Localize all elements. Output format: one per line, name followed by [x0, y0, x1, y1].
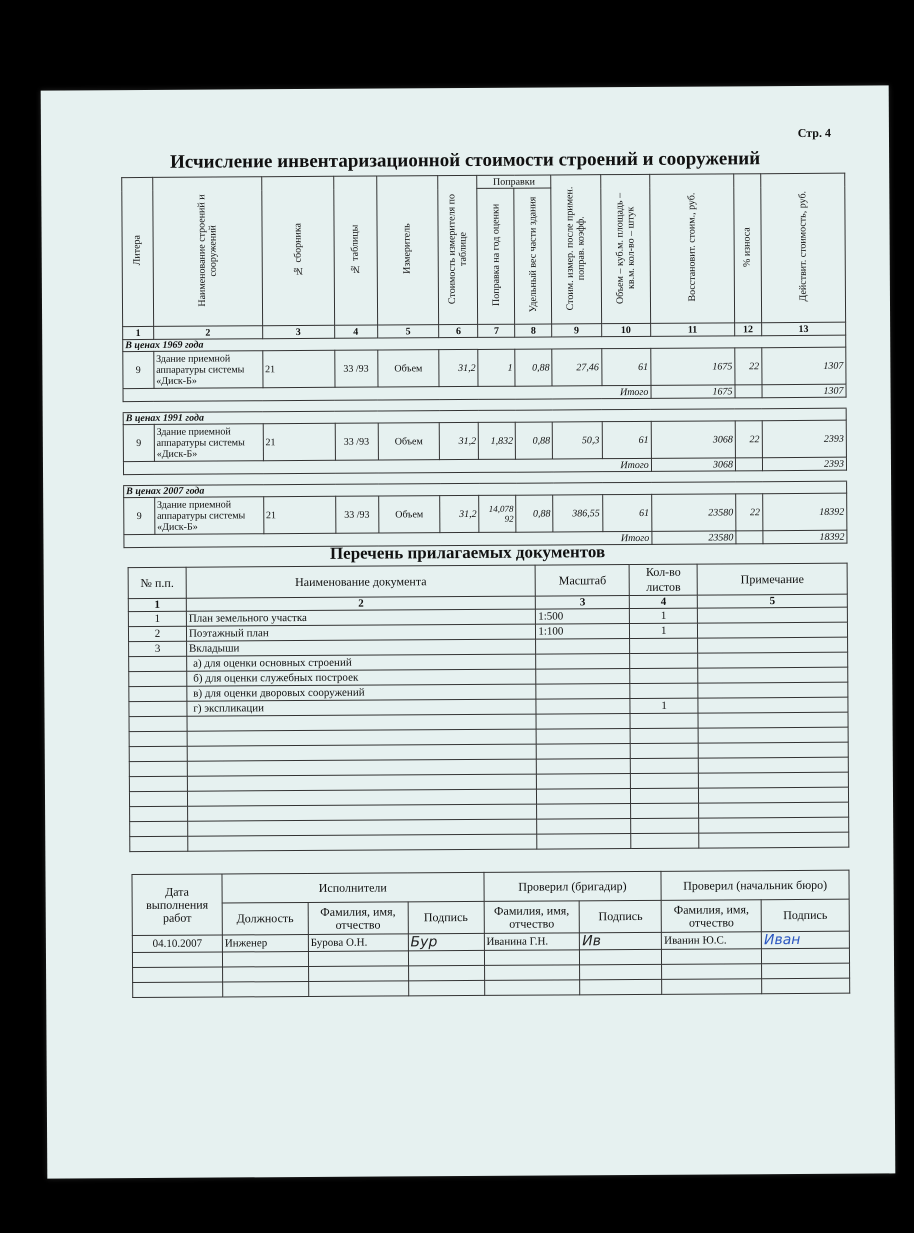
header-stoim-izmer: Стоим. измер. после примен. поправ. коэфф. [551, 175, 601, 324]
header-iznos: % износа [734, 174, 762, 323]
col-num: 3 [262, 325, 334, 338]
total-vosstanov: 3068 [651, 458, 735, 472]
doc-cell-sheets [630, 668, 698, 683]
doc-cell-sheets: 1 [630, 623, 698, 638]
doc-cell-name: б) для оценки служебных построек [187, 669, 536, 686]
doc-cell-scale [536, 684, 630, 700]
doc-cell-note [698, 622, 848, 638]
doc-cell-sheets [631, 773, 699, 788]
section-heading: В ценах 2007 года [124, 481, 847, 497]
brigadier-signature: Ив [580, 932, 662, 949]
header-checked-brigadier: Проверил (бригадир) [484, 871, 662, 901]
doc-cell-name: Вкладыши [186, 639, 535, 656]
cell-tablica: 33 /93 [335, 496, 378, 533]
header-fio: Фамилия, имя, отчество [308, 902, 408, 935]
total-deistvit: 18392 [763, 530, 847, 544]
signatures-table [131, 870, 850, 998]
doc-cell-note [698, 757, 848, 773]
document-page [41, 85, 896, 1178]
doc-cell-scale [536, 669, 630, 685]
header-udelny-ves: Удельный вес части здания [514, 188, 552, 324]
total-vosstanov: 23580 [652, 531, 736, 545]
col-num: 6 [439, 324, 478, 337]
doc-cell-note [698, 697, 848, 713]
cell-izmeritel: Объем [377, 350, 439, 387]
cell-iznos: 22 [735, 421, 762, 458]
doc-cell-scale: 1:100 [536, 624, 630, 640]
header-fio: Фамилия, имя, отчество [661, 900, 761, 933]
doc-cell-num [129, 761, 187, 776]
total-deistvit: 2393 [762, 457, 846, 471]
cell-stoim-izmer: 386,55 [553, 495, 603, 532]
col-num: 2 [186, 596, 535, 611]
header-izmeritel: Измеритель [376, 176, 439, 325]
header-signature: Подпись [761, 899, 849, 932]
header-scale: Масштаб [535, 565, 629, 597]
header-signature: Подпись [580, 900, 662, 932]
cell-tablica: 33 /93 [334, 350, 377, 387]
date-cell: 04.10.2007 [132, 935, 222, 953]
cell-vosstanov: 23580 [651, 494, 735, 532]
doc-cell-scale [537, 834, 631, 850]
cell-obem: 61 [602, 494, 652, 531]
header-sbornik: № сборника [261, 176, 334, 325]
cell-stoimost: 31,2 [439, 422, 478, 459]
col-num: 2 [153, 326, 262, 340]
documents-title: Перечень прилагаемых документов [329, 542, 606, 563]
header-litera: Литера [122, 177, 154, 326]
doc-cell-num [129, 701, 187, 716]
header-date: Дата выполнения работ [132, 874, 222, 936]
doc-cell-scale [536, 699, 630, 715]
inventory-table [121, 173, 847, 548]
cell-name: Здание приемной аппаратуры системы «Диск-Б» [154, 424, 263, 462]
brigadier-fio-cell: Иванина Г.Н. [484, 933, 580, 951]
col-num: 1 [123, 326, 154, 339]
cell-stoimost: 31,2 [440, 495, 479, 532]
doc-cell-num [129, 716, 187, 731]
doc-cell-note [698, 682, 848, 698]
cell-vosstanov: 3068 [651, 421, 735, 459]
cell-deistvit: 1307 [761, 347, 846, 385]
header-obem: Объем – куб.м. площадь – кв.м. кол-во – штук [600, 174, 650, 323]
cell-udelny: 0,88 [515, 422, 552, 459]
executor-signature: Бур [408, 933, 484, 950]
header-position: Должность [222, 902, 308, 935]
doc-cell-num [130, 821, 188, 836]
doc-cell-num [129, 731, 187, 746]
doc-cell-note [699, 772, 849, 788]
doc-cell-scale [536, 639, 630, 655]
header-signature: Подпись [408, 901, 484, 933]
header-num: № п.п. [128, 567, 186, 598]
doc-cell-note [698, 727, 848, 743]
doc-cell-num [129, 791, 187, 806]
doc-cell-scale [537, 759, 631, 775]
header-popravki: Поправки [477, 175, 551, 188]
doc-cell-scale [536, 729, 630, 745]
doc-cell-name: а) для оценки основных строений [187, 654, 536, 671]
doc-cell-sheets [631, 788, 699, 803]
doc-cell-sheets [630, 653, 698, 668]
doc-cell-sheets [631, 818, 699, 833]
doc-cell-scale [536, 654, 630, 670]
doc-cell-name: г) экспликации [187, 699, 536, 716]
position-cell: Инженер [222, 934, 308, 952]
header-popravka-god: Поправка на год оценки [477, 188, 515, 324]
header-sheets: Кол-во листов [629, 564, 697, 595]
cell-litera: 9 [124, 497, 155, 534]
doc-cell-note [699, 787, 849, 803]
cell-stoim-izmer: 50,3 [552, 422, 602, 459]
doc-cell-scale [537, 789, 631, 805]
doc-cell-num [129, 776, 187, 791]
cell-vosstanov: 1675 [651, 348, 735, 386]
table-row [123, 420, 846, 461]
doc-cell-note [698, 667, 848, 683]
chief-signature: Иван [761, 931, 849, 949]
header-doc-name: Наименование документа [186, 565, 536, 598]
doc-cell-sheets: 1 [630, 608, 698, 623]
doc-cell-name [188, 834, 537, 851]
cell-popravka: 1,832 [479, 422, 516, 459]
col-num: 5 [377, 325, 439, 338]
col-num: 12 [735, 323, 762, 336]
col-num: 1 [128, 598, 186, 611]
table-row [124, 493, 847, 534]
doc-cell-sheets [630, 683, 698, 698]
header-vosstanov: Восстановит. стоим., руб. [649, 174, 734, 324]
doc-cell-note [698, 607, 848, 623]
col-num: 4 [630, 595, 698, 608]
header-tablica: № таблицы [333, 176, 377, 325]
total-label: Итого [123, 458, 651, 474]
doc-cell-num [129, 746, 187, 761]
section-heading: В ценах 1991 года [123, 408, 846, 424]
total-vosstanov: 1675 [651, 385, 735, 399]
doc-cell-sheets [631, 758, 699, 773]
list-item [130, 832, 849, 851]
chief-fio-cell: Иванин Ю.С. [662, 932, 762, 950]
col-num: 9 [552, 324, 601, 337]
col-num: 8 [515, 324, 552, 337]
header-fio: Фамилия, имя, отчество [484, 901, 580, 934]
header-checked-chief: Проверил (начальник бюро) [661, 870, 849, 900]
doc-cell-note [699, 832, 849, 848]
cell-sbornik: 21 [262, 350, 334, 387]
cell-obem: 61 [602, 421, 652, 458]
doc-cell-note [698, 742, 848, 758]
header-name: Наименование строений и сооружений [153, 177, 263, 327]
doc-cell-note [699, 817, 849, 833]
doc-cell-num [129, 671, 187, 686]
cell-stoimost: 31,2 [439, 349, 478, 386]
doc-cell-name: План земельного участка [186, 609, 535, 626]
table-row [123, 347, 846, 388]
doc-cell-num [129, 656, 187, 671]
doc-cell-sheets: 1 [630, 698, 698, 713]
header-note: Примечание [697, 563, 847, 595]
cell-popravka: 14,078 92 [479, 495, 516, 532]
cell-obem: 61 [601, 348, 651, 385]
doc-cell-scale [537, 819, 631, 835]
doc-cell-scale [536, 714, 630, 730]
doc-cell-scale: 1:500 [536, 609, 630, 625]
total-label: Итого [123, 385, 651, 401]
cell-litera: 9 [123, 351, 154, 388]
col-num: 7 [478, 324, 515, 337]
col-num: 10 [601, 323, 650, 336]
doc-cell-sheets [630, 743, 698, 758]
doc-cell-num: 3 [129, 641, 187, 656]
inventory-title: Исчисление инвентаризационной стоимости строений и сооружений [170, 148, 761, 173]
doc-cell-scale [537, 744, 631, 760]
col-num: 5 [697, 594, 847, 608]
section-heading: В ценах 1969 года [123, 335, 846, 351]
cell-izmeritel: Объем [378, 496, 440, 533]
executor-fio-cell: Бурова О.Н. [308, 934, 408, 952]
cell-iznos: 22 [735, 348, 762, 385]
header-deistvit: Действит. стоимость, руб. [760, 173, 845, 323]
doc-cell-num [129, 686, 187, 701]
cell-udelny: 0,88 [515, 349, 552, 386]
col-num: 3 [536, 596, 630, 610]
cell-udelny: 0,88 [516, 495, 553, 532]
cell-deistvit: 2393 [762, 420, 847, 458]
cell-popravka: 1 [478, 349, 515, 386]
cell-name: Здание приемной аппаратуры системы «Диск-Б» [154, 351, 263, 389]
doc-cell-num: 1 [128, 611, 186, 626]
doc-cell-sheets [631, 833, 699, 848]
cell-sbornik: 21 [263, 423, 335, 460]
doc-cell-sheets [630, 638, 698, 653]
doc-cell-note [698, 637, 848, 653]
page-number: Стр. 4 [797, 125, 831, 140]
doc-cell-name: в) для оценки дворовых сооружений [187, 684, 536, 701]
doc-cell-note [699, 802, 849, 818]
doc-cell-scale [537, 774, 631, 790]
cell-deistvit: 18392 [762, 493, 847, 531]
header-executors: Исполнители [222, 872, 484, 903]
cell-litera: 9 [123, 424, 154, 461]
col-num: 11 [650, 323, 734, 337]
col-num: 13 [761, 322, 845, 336]
documents-table [128, 563, 850, 852]
total-label: Итого [124, 531, 652, 547]
doc-cell-note [698, 652, 848, 668]
doc-cell-scale [537, 804, 631, 820]
cell-stoim-izmer: 27,46 [552, 349, 602, 386]
doc-cell-num [130, 806, 188, 821]
doc-cell-sheets [631, 803, 699, 818]
cell-name: Здание приемной аппаратуры системы «Диск-Б» [154, 497, 263, 535]
header-stoimost: Стоимость измерителя по таблице [438, 175, 478, 324]
doc-cell-num: 2 [128, 626, 186, 641]
doc-cell-sheets [630, 713, 698, 728]
total-deistvit: 1307 [762, 384, 846, 398]
cell-izmeritel: Объем [378, 423, 440, 460]
cell-iznos: 22 [736, 494, 763, 531]
col-num: 4 [334, 325, 377, 338]
cell-sbornik: 21 [263, 496, 335, 533]
doc-cell-sheets [630, 728, 698, 743]
doc-cell-num [130, 836, 188, 851]
cell-tablica: 33 /93 [335, 423, 378, 460]
doc-cell-note [698, 712, 848, 728]
doc-cell-name: Поэтажный план [186, 624, 535, 641]
